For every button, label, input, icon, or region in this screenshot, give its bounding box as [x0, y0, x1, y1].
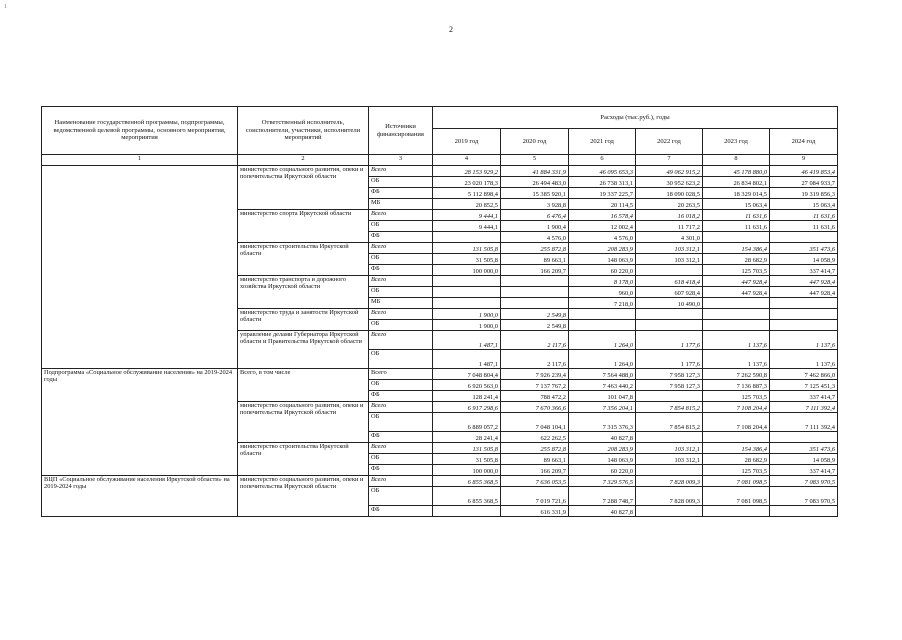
value-cell: 7 081 098,5 [703, 476, 770, 487]
value-cell: 447 928,4 [770, 276, 838, 287]
table-row [42, 369, 838, 380]
value-cell: 28 153 929,2 [433, 166, 501, 177]
value-cell: 7 108 204,4 [703, 402, 770, 413]
value-cell: 89 663,1 [501, 254, 569, 265]
value-cell [501, 287, 569, 298]
source-cell: ОБ [369, 254, 433, 265]
value-cell: 18 090 028,5 [636, 188, 703, 199]
value-cell: 100 000,0 [433, 265, 501, 276]
column-number: 5 [501, 155, 569, 166]
value-cell: 14 058,9 [770, 254, 838, 265]
executor-cell: министерство социального развития, опеки и попечительства Иркутской области [238, 476, 369, 517]
value-cell: 616 331,9 [501, 506, 569, 517]
value-cell: 7 083 970,5 [770, 476, 838, 487]
value-cell: 60 220,0 [569, 265, 636, 276]
value-cell [703, 432, 770, 443]
value-cell: 49 062 915,2 [636, 166, 703, 177]
value-cell [569, 320, 636, 331]
source-cell: ФБ [369, 391, 433, 402]
value-cell [501, 276, 569, 287]
source-cell: ОБ [369, 287, 433, 298]
header-expenses: Расходы (тыс.руб.), годы [433, 107, 838, 129]
source-cell: Всего [369, 476, 433, 487]
value-cell [703, 232, 770, 243]
column-number: 7 [636, 155, 703, 166]
header-year: 2022 год [636, 129, 703, 155]
column-number: 2 [238, 155, 369, 166]
value-cell [501, 298, 569, 309]
value-cell: 447 928,4 [703, 276, 770, 287]
value-cell: 26 834 802,1 [703, 177, 770, 188]
budget-table [41, 106, 838, 517]
source-cell: ФБ [369, 265, 433, 276]
executor-cell: министерство спорта Иркутской области [238, 210, 369, 243]
source-cell: МБ [369, 298, 433, 309]
value-cell: 28 241,4 [433, 432, 501, 443]
value-cell: 6 855 368,5 [433, 476, 501, 487]
source-cell: Всего [369, 309, 433, 320]
value-cell: 447 928,4 [703, 287, 770, 298]
value-cell: 7 019 721,6 [501, 487, 569, 506]
executor-cell: министерство строительства Иркутской области [238, 243, 369, 276]
value-cell: 5 112 898,4 [433, 188, 501, 199]
value-cell: 1 177,6 [636, 331, 703, 350]
source-cell: ОБ [369, 350, 433, 369]
source-cell: ОБ [369, 177, 433, 188]
value-cell: 12 002,4 [569, 221, 636, 232]
value-cell: 46 419 853,4 [770, 166, 838, 177]
value-cell: 208 283,9 [569, 243, 636, 254]
executor-cell: министерство социального развития, опеки и попечительства Иркутской области [238, 166, 369, 210]
header-program: Наименование государственной программы, подпрограммы, ведомственной целевой программы, основного мероприятия, мероприятия [42, 107, 238, 155]
value-cell: 28 682,9 [703, 454, 770, 465]
source-cell: Всего [369, 166, 433, 177]
value-cell: 20 263,5 [636, 199, 703, 210]
value-cell: 1 487,1 [433, 350, 501, 369]
value-cell: 9 444,1 [433, 221, 501, 232]
value-cell: 45 178 880,0 [703, 166, 770, 177]
value-cell: 7 958 127,3 [636, 369, 703, 380]
value-cell: 7 828 009,3 [636, 476, 703, 487]
value-cell [433, 506, 501, 517]
value-cell: 125 703,5 [703, 265, 770, 276]
value-cell: 337 414,7 [770, 391, 838, 402]
program-name-cell: Подпрограмма «Социальное обслуживание населения» на 2019-2024 годы [42, 369, 238, 476]
value-cell: 7 137 767,2 [501, 380, 569, 391]
header-source: Источники финансирования [369, 107, 433, 155]
value-cell [433, 232, 501, 243]
value-cell: 618 418,4 [636, 276, 703, 287]
value-cell: 1 137,6 [770, 350, 838, 369]
table-body [42, 155, 838, 517]
value-cell: 351 473,6 [770, 243, 838, 254]
value-cell: 7 048 104,1 [501, 413, 569, 432]
value-cell: 15 063,4 [703, 199, 770, 210]
source-cell: ОБ [369, 413, 433, 432]
value-cell: 89 663,1 [501, 454, 569, 465]
source-cell: ФБ [369, 188, 433, 199]
value-cell: 11 631,6 [770, 221, 838, 232]
value-cell: 7 218,0 [569, 298, 636, 309]
value-cell: 23 020 178,3 [433, 177, 501, 188]
value-cell [636, 320, 703, 331]
column-number: 6 [569, 155, 636, 166]
header-year: 2023 год [703, 129, 770, 155]
value-cell: 3 928,8 [501, 199, 569, 210]
corner-mark: 1 [4, 4, 7, 10]
header-year: 2020 год [501, 129, 569, 155]
column-number: 1 [42, 155, 238, 166]
value-cell: 128 241,4 [433, 391, 501, 402]
value-cell: 19 337 225,7 [569, 188, 636, 199]
value-cell: 1 900,0 [433, 309, 501, 320]
value-cell: 960,0 [569, 287, 636, 298]
value-cell: 14 058,9 [770, 454, 838, 465]
value-cell: 337 414,7 [770, 265, 838, 276]
value-cell: 11 717,2 [636, 221, 703, 232]
value-cell: 1 900,4 [501, 221, 569, 232]
value-cell: 7 463 440,2 [569, 380, 636, 391]
table-row [42, 476, 838, 487]
value-cell: 4 576,0 [569, 232, 636, 243]
value-cell: 7 136 887,3 [703, 380, 770, 391]
value-cell [433, 298, 501, 309]
value-cell [636, 506, 703, 517]
value-cell [636, 309, 703, 320]
value-cell: 103 312,1 [636, 454, 703, 465]
value-cell: 11 631,6 [703, 221, 770, 232]
source-cell: ОБ [369, 221, 433, 232]
value-cell: 9 444,1 [433, 210, 501, 221]
source-cell: ОБ [369, 320, 433, 331]
header-executor: Ответственный исполнитель, соисполнители, участники, исполнители мероприятий [238, 107, 369, 155]
value-cell [770, 432, 838, 443]
value-cell: 7 670 366,6 [501, 402, 569, 413]
source-cell: ОБ [369, 487, 433, 506]
executor-cell: министерство строительства Иркутской области [238, 443, 369, 476]
value-cell [569, 309, 636, 320]
value-cell: 4 301,0 [636, 232, 703, 243]
value-cell: 6 920 563,0 [433, 380, 501, 391]
value-cell [703, 309, 770, 320]
value-cell: 6 889 057,2 [433, 413, 501, 432]
source-cell: ФБ [369, 432, 433, 443]
value-cell [703, 298, 770, 309]
column-number: 3 [369, 155, 433, 166]
value-cell: 7 108 204,4 [703, 413, 770, 432]
source-cell: Всего [369, 369, 433, 380]
header-year: 2021 год [569, 129, 636, 155]
value-cell: 6 476,4 [501, 210, 569, 221]
value-cell: 1 264,0 [569, 350, 636, 369]
source-cell: Всего [369, 210, 433, 221]
value-cell [636, 265, 703, 276]
source-cell: Всего [369, 402, 433, 413]
value-cell [770, 320, 838, 331]
value-cell: 4 576,0 [501, 232, 569, 243]
value-cell: 18 329 014,5 [703, 188, 770, 199]
value-cell: 148 063,9 [569, 254, 636, 265]
value-cell: 46 095 653,3 [569, 166, 636, 177]
value-cell: 1 264,0 [569, 331, 636, 350]
value-cell: 131 505,8 [433, 243, 501, 254]
value-cell [770, 298, 838, 309]
value-cell: 7 048 804,4 [433, 369, 501, 380]
value-cell: 2 117,6 [501, 350, 569, 369]
value-cell: 7 111 392,4 [770, 402, 838, 413]
header-year: 2019 год [433, 129, 501, 155]
value-cell: 1 137,6 [770, 331, 838, 350]
value-cell: 6 917 298,6 [433, 402, 501, 413]
executor-cell: министерство труда и занятости Иркутской области [238, 309, 369, 331]
executor-cell: министерство транспорта и дорожного хозяйства Иркутской области [238, 276, 369, 309]
page-number: 2 [449, 25, 453, 34]
source-cell: ФБ [369, 232, 433, 243]
value-cell: 7 081 098,5 [703, 487, 770, 506]
source-cell: ОБ [369, 454, 433, 465]
executor-cell: Всего, в том числе [238, 369, 369, 402]
program-name-cell: ВЦП «Социальное обслуживание населения Иркутской области» на 2019-2024 годы [42, 476, 238, 517]
value-cell: 7 636 053,5 [501, 476, 569, 487]
value-cell: 20 852,5 [433, 199, 501, 210]
table-row [42, 166, 838, 177]
value-cell: 7 926 239,4 [501, 369, 569, 380]
value-cell: 7 111 392,4 [770, 413, 838, 432]
value-cell: 337 414,7 [770, 465, 838, 476]
value-cell: 101 047,8 [569, 391, 636, 402]
value-cell: 351 473,6 [770, 443, 838, 454]
value-cell: 1 900,0 [433, 320, 501, 331]
value-cell: 26 494 483,0 [501, 177, 569, 188]
value-cell: 7 854 815,2 [636, 413, 703, 432]
value-cell: 607 928,4 [636, 287, 703, 298]
value-cell: 7 828 009,3 [636, 487, 703, 506]
value-cell: 7 083 970,5 [770, 487, 838, 506]
value-cell: 7 288 748,7 [569, 487, 636, 506]
value-cell: 1 137,6 [703, 350, 770, 369]
value-cell [636, 465, 703, 476]
value-cell: 125 703,5 [703, 465, 770, 476]
value-cell: 103 312,1 [636, 443, 703, 454]
column-number: 8 [703, 155, 770, 166]
value-cell: 622 262,5 [501, 432, 569, 443]
executor-cell: министерство социального развития, опеки и попечительства Иркутской области [238, 402, 369, 443]
value-cell: 16 578,4 [569, 210, 636, 221]
value-cell: 41 884 331,9 [501, 166, 569, 177]
value-cell: 7 262 590,8 [703, 369, 770, 380]
header-year: 2024 год [770, 129, 838, 155]
value-cell [770, 309, 838, 320]
executor-cell: управление делами Губернатора Иркутской области и Правительства Иркутской области [238, 331, 369, 369]
value-cell: 131 505,8 [433, 443, 501, 454]
value-cell: 7 329 576,5 [569, 476, 636, 487]
value-cell: 31 505,8 [433, 254, 501, 265]
value-cell: 154 386,4 [703, 443, 770, 454]
value-cell: 154 386,4 [703, 243, 770, 254]
value-cell: 40 827,8 [569, 506, 636, 517]
value-cell: 788 472,2 [501, 391, 569, 402]
value-cell: 27 084 933,7 [770, 177, 838, 188]
value-cell: 1 487,1 [433, 331, 501, 350]
source-cell: Всего [369, 243, 433, 254]
value-cell: 11 631,6 [703, 210, 770, 221]
value-cell: 208 283,9 [569, 443, 636, 454]
value-cell: 15 385 920,1 [501, 188, 569, 199]
source-cell: ОБ [369, 380, 433, 391]
value-cell: 166 209,7 [501, 265, 569, 276]
source-cell: МБ [369, 199, 433, 210]
value-cell: 7 958 127,3 [636, 380, 703, 391]
value-cell: 40 827,8 [569, 432, 636, 443]
value-cell: 7 462 866,0 [770, 369, 838, 380]
value-cell: 2 549,8 [501, 309, 569, 320]
value-cell: 1 177,6 [636, 350, 703, 369]
value-cell: 166 209,7 [501, 465, 569, 476]
value-cell [636, 391, 703, 402]
value-cell [770, 506, 838, 517]
value-cell: 28 682,9 [703, 254, 770, 265]
value-cell: 11 631,6 [770, 210, 838, 221]
source-cell: Всего [369, 443, 433, 454]
value-cell: 255 872,8 [501, 443, 569, 454]
value-cell: 2 549,8 [501, 320, 569, 331]
value-cell [703, 320, 770, 331]
value-cell: 2 117,6 [501, 331, 569, 350]
value-cell: 6 855 368,5 [433, 487, 501, 506]
value-cell: 20 114,5 [569, 199, 636, 210]
value-cell: 7 564 488,0 [569, 369, 636, 380]
value-cell: 7 125 451,3 [770, 380, 838, 391]
value-cell [703, 506, 770, 517]
value-cell: 148 063,9 [569, 454, 636, 465]
value-cell: 16 018,2 [636, 210, 703, 221]
value-cell [770, 232, 838, 243]
value-cell: 103 312,1 [636, 254, 703, 265]
value-cell: 19 319 856,3 [770, 188, 838, 199]
value-cell [636, 432, 703, 443]
column-number: 9 [770, 155, 838, 166]
value-cell: 30 952 623,2 [636, 177, 703, 188]
value-cell: 26 738 313,1 [569, 177, 636, 188]
value-cell [433, 276, 501, 287]
value-cell: 255 872,8 [501, 243, 569, 254]
source-cell: Всего [369, 276, 433, 287]
column-number: 4 [433, 155, 501, 166]
value-cell: 1 137,6 [703, 331, 770, 350]
value-cell: 100 000,0 [433, 465, 501, 476]
program-name-cell [42, 166, 238, 369]
value-cell: 60 220,0 [569, 465, 636, 476]
value-cell: 10 490,0 [636, 298, 703, 309]
value-cell: 103 312,1 [636, 243, 703, 254]
source-cell: ФБ [369, 506, 433, 517]
value-cell: 7 854 815,2 [636, 402, 703, 413]
source-cell: ФБ [369, 465, 433, 476]
value-cell: 447 928,4 [770, 287, 838, 298]
source-cell: Всего [369, 331, 433, 350]
value-cell: 15 063,4 [770, 199, 838, 210]
value-cell [433, 287, 501, 298]
value-cell: 7 356 204,1 [569, 402, 636, 413]
value-cell: 31 505,8 [433, 454, 501, 465]
value-cell: 7 315 376,3 [569, 413, 636, 432]
value-cell: 125 703,5 [703, 391, 770, 402]
value-cell: 8 178,0 [569, 276, 636, 287]
